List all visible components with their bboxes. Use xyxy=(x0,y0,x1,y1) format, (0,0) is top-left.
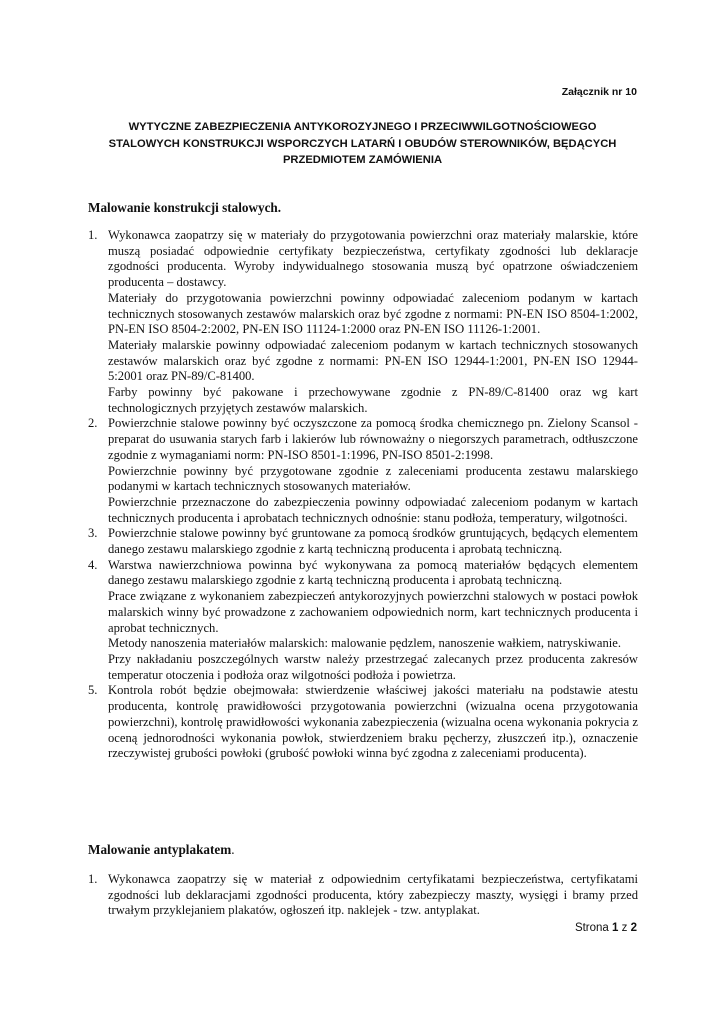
list-item-number: 2. xyxy=(88,416,98,431)
section-heading-text: Malowanie konstrukcji stalowych. xyxy=(88,200,282,215)
attachment-label: Załącznik nr 10 xyxy=(561,86,637,98)
list-item-paragraph: Powierzchnie stalowe powinny być gruntowane za pomocą środków gruntujących, będących elementem danego zestawu malarskiego zgodnie z kartą techniczną producenta i aprobatą techniczną. xyxy=(108,526,638,557)
list-item-body xyxy=(108,416,638,526)
list-item-paragraph: Wykonawca zaopatrzy się w materiały do przygotowania powierzchni oraz materiały malarskie, które muszą posiadać odpowiednie certyfikaty bezpieczeństwa, certyfikaty zgodności lub deklaracje zgodności producenta. Wyroby indywidualnego stosowania muszą być opatrzone oświadczeniem producenta – dostawcy. xyxy=(108,228,638,290)
list-item xyxy=(88,683,638,762)
section-heading-painting xyxy=(88,200,281,216)
list-item xyxy=(88,228,638,416)
section-heading-text: Malowanie antyplakatem xyxy=(88,842,232,857)
footer-prefix: Strona xyxy=(574,922,609,934)
document-title: WYTYCZNE ZABEZPIECZENIA ANTYKOROZYJNEGO I PRZECIWWILGOTNOŚCIOWEGO STALOWYCH KONSTRUKCJI WSPORCZYCH LATARŃ I OBUDÓW STEROWNIKÓW, BĘDĄCYCH PRZEDMIOTEM ZAMÓWIENIA xyxy=(108,121,617,166)
list-item-paragraph: Warstwa nawierzchniowa powinna być wykonywana za pomocą materiałów będących elementem danego zestawu malarskiego zgodnie z kartą techniczną producenta i aprobatą techniczną. xyxy=(108,557,638,588)
list-item xyxy=(88,526,638,557)
footer-page-total: 2 xyxy=(630,922,637,934)
list-item-paragraph: Farby powinny być pakowane i przechowywane zgodnie z PN-89/C-81400 oraz wg kart technologicznych przyjętych zestawów malarskich. xyxy=(108,385,638,415)
list-item-body xyxy=(108,683,638,762)
list-item-paragraph: Powierzchnie powinny być przygotowane zgodnie z zaleceniami producenta zestawu malarskiego podanymi w kartach technicznych stosowanych materiałów. xyxy=(108,463,638,494)
list-item-paragraph: Metody nanoszenia materiałów malarskich: malowanie pędzlem, nanoszenie wałkiem, natryskiwanie. xyxy=(108,636,622,651)
section-heading-antiposter xyxy=(88,842,235,858)
painting-requirements-list xyxy=(88,228,638,762)
list-item-number: 4. xyxy=(88,557,98,572)
section-heading-dot: . xyxy=(231,842,235,857)
antiposter-requirements-list xyxy=(88,872,638,919)
list-item-number: 3. xyxy=(88,526,98,541)
list-item-paragraph: Materiały do przygotowania powierzchni powinny odpowiadać zaleceniom podanym w kartach technicznych stosowanych zestawów malarskich oraz być zgodne z normami: PN-EN ISO 8504-1:2002, PN-EN ISO 8504-2:2002, PN-EN ISO 11124-1:2000 oraz PN-EN ISO 11126-1:2001. xyxy=(108,290,638,337)
list-item-paragraph: Przy nakładaniu poszczególnych warstw należy przestrzegać zalecanych przez producenta zakresów temperatur otoczenia i podłoża oraz wilgotności podłoża i powietrza. xyxy=(108,651,638,682)
list-item-body xyxy=(108,228,638,416)
list-item xyxy=(88,416,638,526)
list-item-body xyxy=(108,526,638,557)
list-item-number: 5. xyxy=(88,683,98,698)
footer-page-number: 1 xyxy=(612,922,619,934)
list-item-paragraph: Prace związane z wykonaniem zabezpieczeń antykorozyjnych powierzchni stalowych w postaci powłok malarskich winny być prowadzone z zachowaniem odpowiednich norm, kart technicznych producenta i aprobat technicznych. xyxy=(108,589,638,635)
list-item-paragraph: Wykonawca zaopatrzy się w materiał z odpowiednim certyfikatami bezpieczeństwa, certyfikatami zgodności lub deklaracjami zgodności producenta, który zabezpieczy maszty, wysięgi i bramy przed trwałym przyklejaniem plakatów, ogłoszeń itp. naklejek - tzw. antyplakat. xyxy=(108,872,638,918)
list-item xyxy=(88,558,638,684)
page-footer xyxy=(575,922,637,934)
list-item-paragraph: Powierzchnie przeznaczone do zabezpieczenia powinny odpowiadać zaleceniom podanym w kartach technicznych producenta i aprobatach technicznych odnośnie: stanu podłoża, temperatury, wilgotności. xyxy=(108,494,638,525)
list-item-number: 1. xyxy=(88,872,98,886)
footer-separator: z xyxy=(621,922,628,934)
list-item-body xyxy=(108,872,638,919)
list-item xyxy=(88,872,638,919)
list-item-paragraph: Powierzchnie stalowe powinny być oczyszczone za pomocą środka chemicznego pn. Zielony Scansol - preparat do usuwania starych farb i lakierów lub równoważny o niegorszych parametrach, odtłuszczone zgodnie z wymaganiami norm: PN-ISO 8501-1:1996, PN-ISO 8501-2:1998. xyxy=(108,416,638,462)
list-item-body xyxy=(108,558,638,684)
list-item-paragraph: Materiały malarskie powinny odpowiadać zaleceniom podanym w kartach technicznych stosowanych zestawów malarskich oraz być zgodne z normami: PN-EN ISO 12944-1:2001, PN-EN ISO 12944-5:2001 oraz PN-89/C-81400. xyxy=(108,337,638,384)
list-item-paragraph: Kontrola robót będzie obejmowała: stwierdzenie właściwej jakości materiału na podstawie atestu producenta, kontrolę prawidłowości przygotowania powierzchni (wizualna ocena przygotowania powierzchni), kontrolę prawidłowości wykonania zabezpieczenia (wizualna ocena wykonania pokrycia z oceną jednorodności wykonania powłok, stwierdzeniem braku pęcherzy, złuszczeń itp.), oznaczenie rzeczywistej grubości powłoki (grubość powłoki winna być zgodna z zaleceniami producenta). xyxy=(108,683,638,761)
list-item-number: 1. xyxy=(88,228,98,242)
